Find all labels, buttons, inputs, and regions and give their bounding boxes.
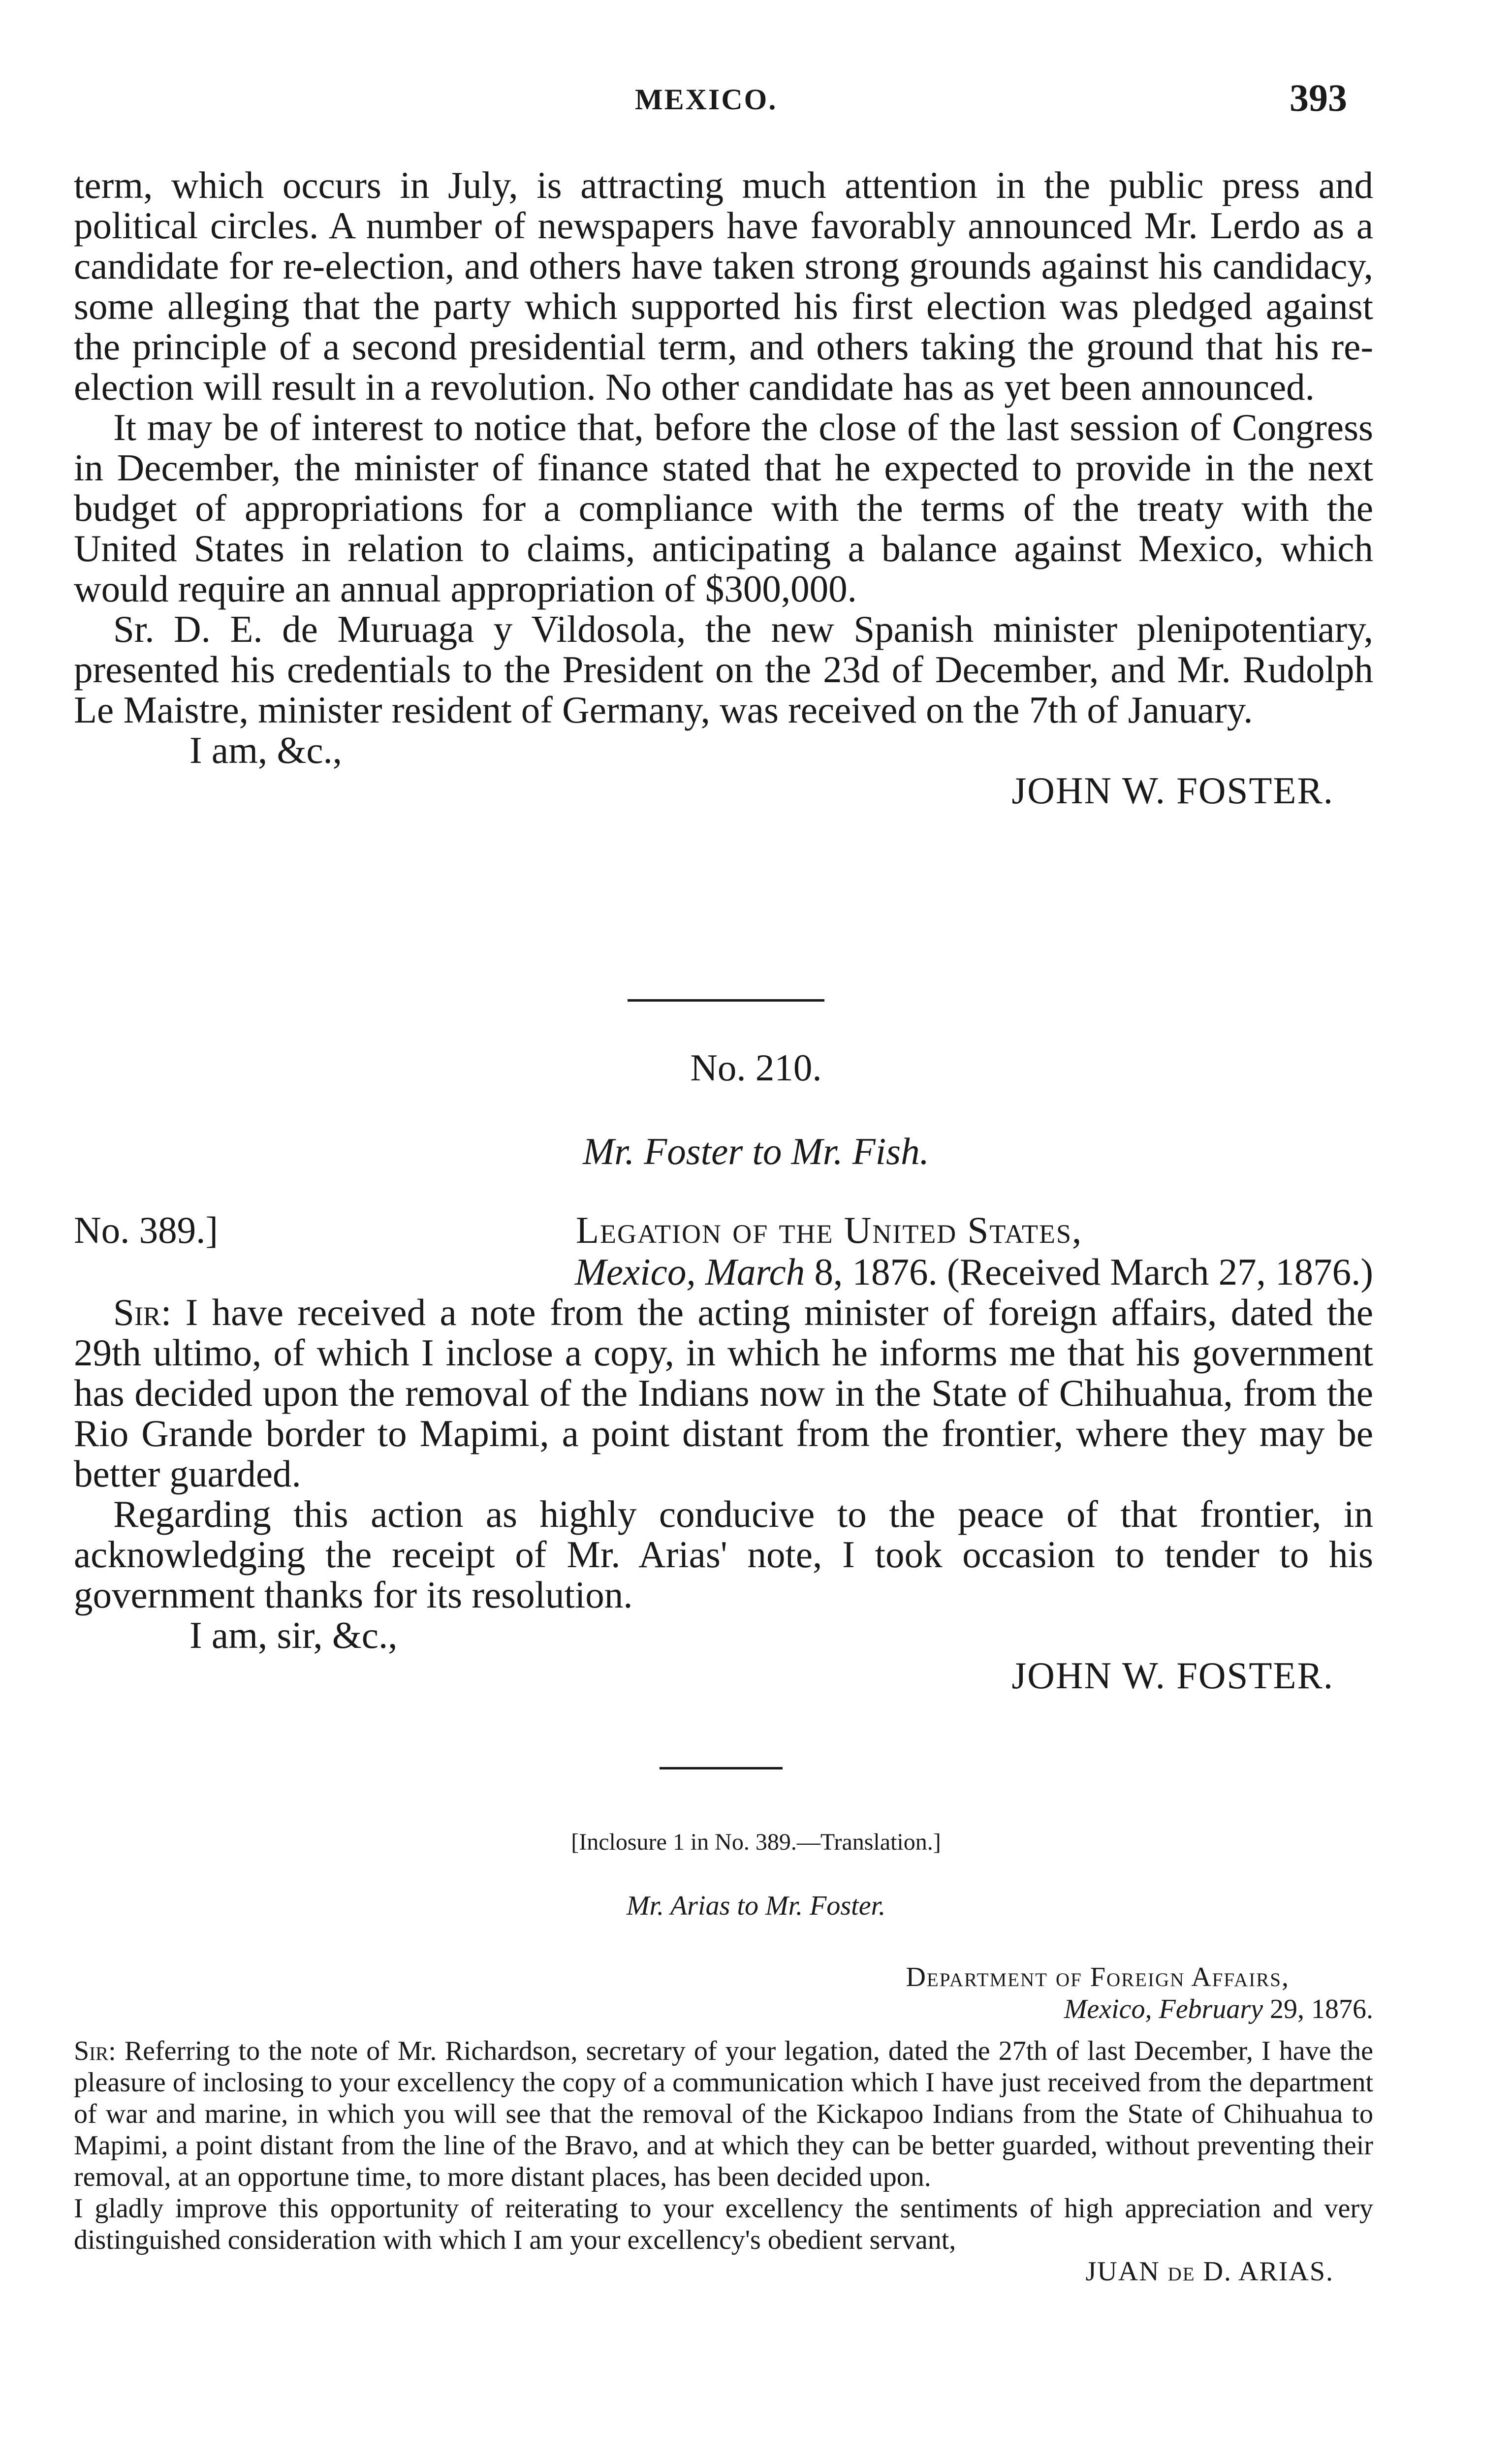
running-head: MEXICO. bbox=[635, 83, 778, 116]
paragraph: Regarding this action as highly conducive to the peace of that frontier, in acknowledging the receipt of Mr. Arias' note, I took occasion to tender to his government thanks for its resolution. bbox=[74, 1493, 1373, 1616]
signature: JUAN de D. ARIAS. bbox=[1085, 2256, 1334, 2287]
paragraph-text: : I have received a note from the acting minister of foreign affairs, dated the 29th ultimo, of which I inclose a copy, in which he informs me that his government has decided upon the removal of the Indians now in the State of Chihuahua, from the Rio Grande border to Mapimi, a point distant from the frontier, where they may be better guarded. bbox=[74, 1291, 1373, 1495]
despatch-number: No. 389.] bbox=[74, 1209, 218, 1251]
section-divider bbox=[628, 999, 824, 1002]
dateline-place: Mexico, bbox=[1064, 1994, 1152, 2024]
dateline-place: Mexico, bbox=[574, 1251, 696, 1293]
salutation: Sir bbox=[113, 1291, 161, 1333]
paragraph: I gladly improve this opportunity of reiterating to your excellency the sentiments of high appreciation and very distinguished consideration with which I am your excellency's obedient servant, bbox=[74, 2193, 1373, 2255]
letter-2-body bbox=[74, 1292, 1373, 1696]
document-heading: Mr. Foster to Mr. Fish. bbox=[583, 1130, 929, 1172]
closing: I am, sir, &c., bbox=[189, 1614, 398, 1656]
despatch-header bbox=[74, 1208, 1373, 1253]
inclosure-body bbox=[74, 2035, 1373, 2287]
document-number: No. 210. bbox=[690, 1046, 822, 1089]
letter-1-body bbox=[74, 165, 1373, 811]
legation-heading: Legation of the United States, bbox=[576, 1209, 1083, 1251]
paragraph: Sr. D. E. de Muruaga y Vildosola, the new Spanish minister plenipotentiary, presented his credentials to the President on the 23d of December, and Mr. Rudolph Le Maistre, minister resident of Germany, was received on the 7th of January. bbox=[74, 608, 1373, 731]
page-number: 393 bbox=[1290, 76, 1347, 119]
dateline-rest: 29, 1876. bbox=[1270, 1994, 1373, 2024]
page-header bbox=[0, 76, 1512, 127]
signature: JOHN W. FOSTER. bbox=[1011, 769, 1334, 812]
section-divider bbox=[660, 1767, 783, 1769]
dateline-rest: 8, 1876. (Received March 27, 1876.) bbox=[814, 1251, 1373, 1293]
salutation: Sir bbox=[74, 2036, 109, 2066]
inclosure-dateline bbox=[74, 1993, 1373, 2025]
paragraph bbox=[74, 1292, 1373, 1494]
paragraph: term, which occurs in July, is attracting much attention in the public press and political circles. A number of newspapers have favorably announced Mr. Lerdo as a candidate for re-election, and others have taken strong grounds against his candidacy, some alleging that the party which supported his first election was pledged against the principle of a second presidential term, and others taking the ground that his re-election will result in a revolution. No other candidate has as yet been announced. bbox=[74, 164, 1373, 408]
paragraph-text: : Referring to the note of Mr. Richardson, secretary of your legation, dated the 27th of last December, I have the pleasure of inclosing to your excellency the copy of a communication which I have just received from the department of war and marine, in which you will see that the removal of the Kickapoo Indians from the State of Chihuahua to Mapimi, a point distant from the line of the Bravo, and at which they can be better guarded, without preventing their removal, at an opportune time, to more distant places, has been decided upon. bbox=[74, 2036, 1373, 2192]
closing: I am, &c., bbox=[189, 729, 343, 771]
inclosure-heading: Mr. Arias to Mr. Foster. bbox=[626, 1891, 886, 1921]
paragraph bbox=[74, 2035, 1373, 2193]
dateline-month: March bbox=[705, 1251, 805, 1293]
signature: JOHN W. FOSTER. bbox=[1011, 1654, 1334, 1697]
paragraph: It may be of interest to notice that, before the close of the last session of Congress in December, the minister of finance stated that he expected to provide in the next budget of appropriations for a compliance with the terms of the treaty with the United States in relation to claims, anticipating a balance against Mexico, which would require an annual appropriation of $300,000. bbox=[74, 406, 1373, 610]
dateline-month: February bbox=[1159, 1994, 1263, 2024]
inclosure-label: [Inclosure 1 in No. 389.—Translation.] bbox=[571, 1829, 941, 1855]
department-heading: Department of Foreign Affairs, bbox=[906, 1962, 1290, 1992]
dateline bbox=[74, 1250, 1373, 1294]
